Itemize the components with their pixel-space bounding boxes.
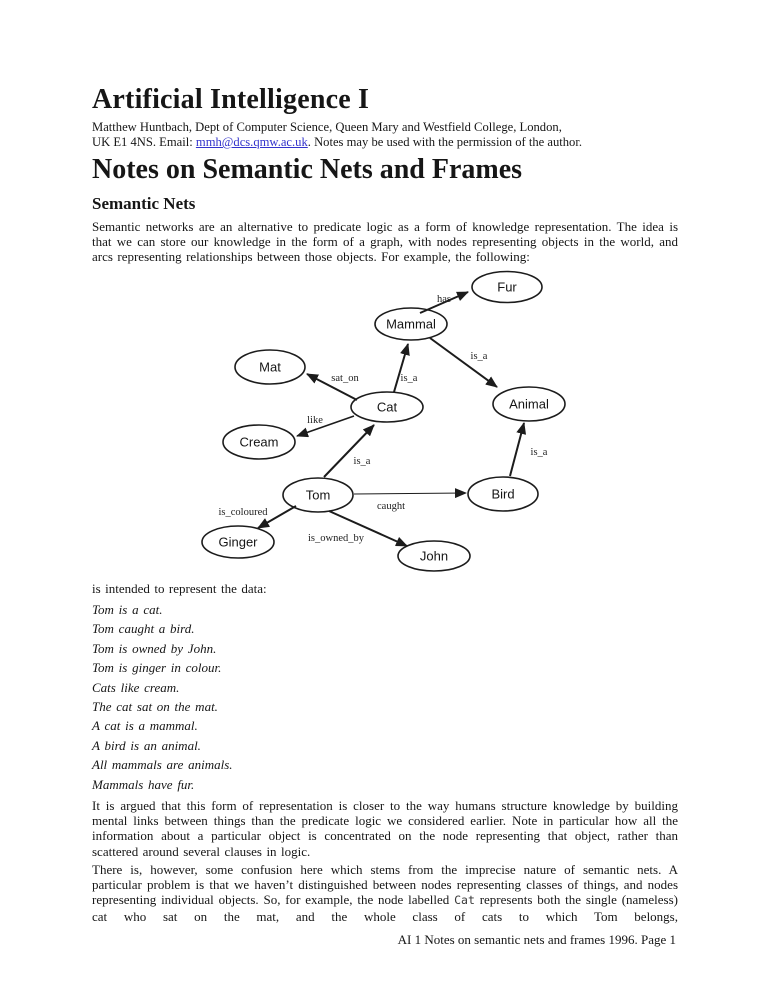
statement-line: Cats like cream. <box>92 679 180 695</box>
intro-paragraph: Semantic networks are an alternative to predicate logic as a form of knowledge representation. The idea is that we can store our knowledge in the form of a graph, with nodes representing objects in the world, and arcs representing relationships between those objects. For example, the following: <box>92 219 678 265</box>
edge-line-tom-cat <box>324 425 374 477</box>
paragraph-confusion-pre: There is, however, some confusion here which stems from the imprecise nature of semantic nets. A particular problem is that we haven’t distinguished between nodes representing classes of things, and nodes representing individual objects. So, for example, the node labelled <box>92 862 678 908</box>
statement-line: Tom is owned by John. <box>92 640 217 656</box>
semantic-net-diagram <box>0 266 768 580</box>
section-heading-semantic-nets: Semantic Nets <box>92 194 196 213</box>
email-link[interactable]: mmh@dcs.qmw.ac.uk <box>195 135 308 149</box>
statement-line: The cat sat on the mat. <box>92 698 218 714</box>
statements-list <box>92 600 678 794</box>
paragraph-argued: It is argued that this form of representation is closer to the way humans structure knowledge by building mental links between things than the predicate logic we considered earlier. Note in particular how all the information about a particular object is concentrated on the node representing that object, rather than scattered around several clauses in logic. <box>92 798 678 859</box>
edge-line-cat-cream <box>297 416 354 436</box>
node-label-ginger: Ginger <box>218 534 258 550</box>
edge-label-mammal-fur: has <box>437 294 451 305</box>
statement-line: Tom is ginger in colour. <box>92 660 222 676</box>
statement-line: Tom is a cat. <box>92 602 163 617</box>
node-label-mat: Mat <box>259 359 281 375</box>
author-line-1: Matthew Huntbach, Dept of Computer Science, Queen Mary and Westfield College, London, <box>92 120 562 134</box>
node-label-tom: Tom <box>305 487 331 503</box>
edge-line-bird-animal <box>510 423 524 476</box>
statement-line: A bird is an animal. <box>92 737 201 753</box>
paragraph-confusion <box>92 862 678 924</box>
node-label-cat: Cat <box>376 399 398 415</box>
edge-label-cat-mammal: is_a <box>400 373 418 384</box>
edge-line-mammal-animal <box>430 338 497 387</box>
node-label-cream: Cream <box>239 434 279 450</box>
statement-line: All mammals are animals. <box>92 757 233 773</box>
node-label-john: John <box>419 548 449 564</box>
statement-line: Tom caught a bird. <box>92 621 195 637</box>
edge-label-tom-cat: is_a <box>353 456 371 467</box>
edge-label-cat-mat: sat_on <box>331 373 359 384</box>
node-label-animal: Animal <box>509 396 549 412</box>
node-label-mammal: Mammal <box>386 316 436 332</box>
edge-label-tom-bird: caught <box>377 501 405 512</box>
document-subtitle: Notes on Semantic Nets and Frames <box>92 154 523 185</box>
edge-line-tom-bird <box>354 493 466 494</box>
page-footer: AI 1 Notes on semantic nets and frames 1996. Page 1 <box>397 932 676 947</box>
edge-label-tom-john: is_owned_by <box>308 533 364 544</box>
inline-code-cat: Cat <box>454 893 475 908</box>
edge-line-cat-mammal <box>394 344 408 392</box>
diagram-caption: is intended to represent the data: <box>92 581 267 596</box>
node-label-bird: Bird <box>491 486 515 502</box>
page-title: Artificial Intelligence I <box>92 84 370 115</box>
edge-label-mammal-animal: is_a <box>470 351 488 362</box>
paragraph-confusion-post: represents both the single (nameless) cat who sat on the mat, and the whole class of cats to which Tom belongs, <box>92 892 678 924</box>
statement-line: Mammals have fur. <box>92 776 195 792</box>
author-info <box>92 120 678 150</box>
author-line-2 <box>92 135 678 150</box>
edge-label-bird-animal: is_a <box>530 447 548 458</box>
author-line-2-pre: UK E1 4NS. Email: <box>92 135 196 149</box>
statement-line: A cat is a mammal. <box>92 718 198 734</box>
edge-label-tom-ginger: is_coloured <box>218 507 268 518</box>
author-line-2-post: . Notes may be used with the permission of the author. <box>307 135 582 149</box>
node-label-fur: Fur <box>497 279 517 295</box>
edge-label-cat-cream: like <box>307 415 323 426</box>
